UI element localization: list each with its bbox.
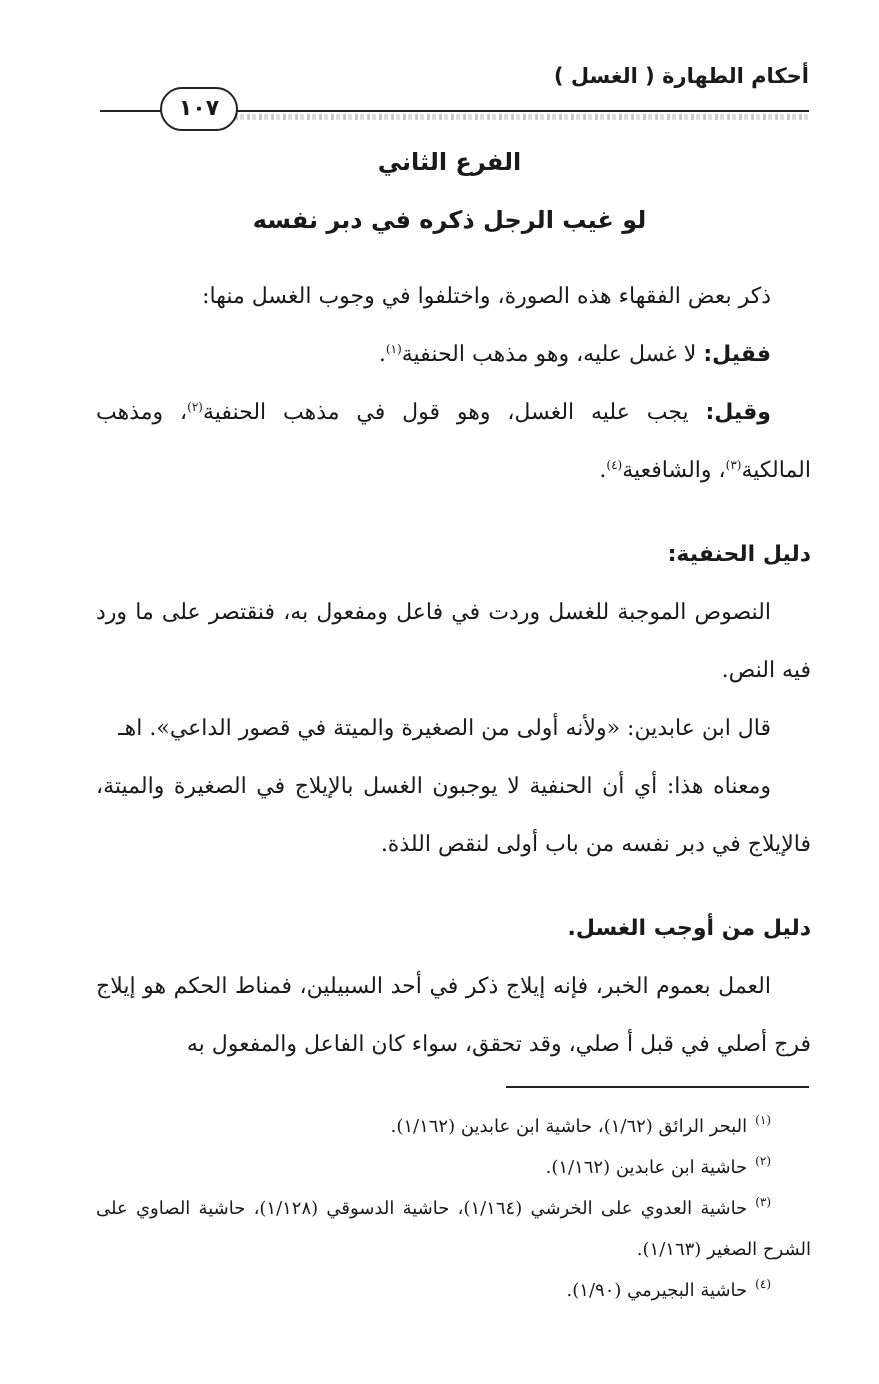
footnote-1-marker: (١) <box>755 1113 771 1127</box>
footnote-4-text: حاشية البجيرمي (١/٩٠). <box>566 1280 748 1301</box>
footnote-ref-4[interactable]: (٤) <box>606 458 623 472</box>
footnote-4 <box>96 1270 811 1311</box>
hanafi-paragraph-3: ومعناه هذا: أي أن الحنفية لا يوجبون الغسل بالإيلاج في الصغيرة والميتة، فالإيلاج في دبر نفسه من باب أولى لنقص اللذة. <box>96 774 811 857</box>
opinion-1-end: . <box>378 342 386 367</box>
footnote-3-text: حاشية العدوي على الخرشي (١/١٦٤)، حاشية الدسوقي (١/١٢٨)، حاشية الصاوي على الشرح الصغير (١/١٦٣). <box>96 1198 811 1260</box>
spacer <box>96 500 811 526</box>
section-subheading: لو غيب الرجل ذكره في دبر نفسه <box>252 206 647 234</box>
hanafi-paragraph-2: قال ابن عابدين: «ولأنه أولى من الصغيرة والميتة في قصور الداعي». اهـ <box>118 716 771 741</box>
hanafi-evidence-heading: دليل الحنفية: <box>667 542 811 567</box>
footnote-2-text: حاشية ابن عابدين (١/١٦٢). <box>545 1157 748 1178</box>
opinion-2-text-b: ، ومذهب المالكية <box>96 400 811 483</box>
footnote-1 <box>96 1106 811 1147</box>
footnote-2-marker: (٢) <box>755 1154 771 1168</box>
footnote-1-text: البحر الرائق (١/٦٢)، حاشية ابن عابدين (١/١٦٢). <box>390 1116 748 1137</box>
opinion-2-text-a: يجب عليه الغسل، وهو قول في مذهب الحنفية <box>202 400 706 425</box>
opinion-2-lead: وقيل: <box>705 400 771 425</box>
hanafi-paragraph-1: النصوص الموجبة للغسل وردت في فاعل ومفعول به، فنقتصر على ما ورد فيه النص. <box>96 600 811 683</box>
opinion-2-text-c: ، والشافعية <box>622 458 726 483</box>
opinion-2-paragraph <box>96 384 811 500</box>
footnote-ref-3[interactable]: (٣) <box>725 458 742 472</box>
opinion-2-end: . <box>599 458 607 483</box>
running-title: أحكام الطهارة ( الغسل ) <box>553 64 809 88</box>
body-text <box>96 268 811 1074</box>
footnote-2 <box>96 1147 811 1188</box>
header-ornament <box>235 114 809 120</box>
footnote-ref-2[interactable]: (٢) <box>187 400 203 414</box>
intro-paragraph: ذكر بعض الفقهاء هذه الصورة، واختلفوا في وجوب الغسل منها: <box>202 284 771 309</box>
opinion-1-lead: فقيل: <box>703 342 771 367</box>
footnote-ref-1[interactable]: (١) <box>385 342 402 356</box>
footnote-3-marker: (٣) <box>755 1195 772 1209</box>
footnote-4-marker: (٤) <box>755 1277 771 1291</box>
footnotes <box>96 1106 811 1311</box>
obligators-paragraph-1: العمل بعموم الخبر، فإنه إيلاج ذكر في أحد السبيلين، فمناط الحكم هو إيلاج فرج أصلي في قبل أ صلي، وقد تحقق، سواء كان الفاعل والمفعول به <box>96 974 811 1057</box>
section-heading: الفرع الثاني <box>377 148 522 176</box>
spacer <box>96 874 811 900</box>
footnote-separator <box>506 1086 809 1088</box>
obligators-evidence-heading: دليل من أوجب الغسل. <box>567 916 811 941</box>
opinion-1-text: لا غسل عليه، وهو مذهب الحنفية <box>401 342 704 367</box>
page-number: ١٠٧ <box>160 87 238 131</box>
footnote-3 <box>96 1188 811 1270</box>
opinion-1-paragraph <box>96 326 811 384</box>
